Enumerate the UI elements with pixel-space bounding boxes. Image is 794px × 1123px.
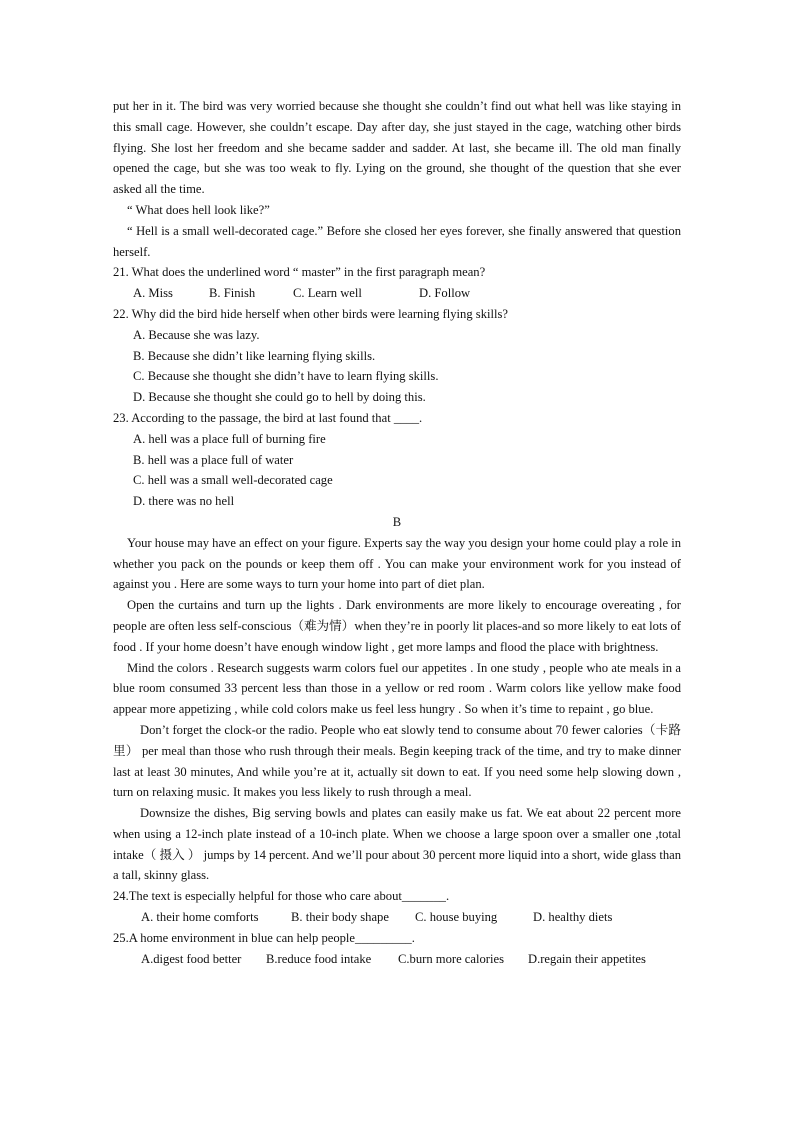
- passage-a-quote: “ Hell is a small well-decorated cage.” Before she closed her eyes forever, she finally answered that question herself.: [113, 223, 681, 259]
- question-stem: 22. Why did the bird hide herself when other birds were learning flying skills?: [113, 306, 508, 321]
- option-d[interactable]: D. Because she thought she could go to hell by doing this.: [133, 390, 426, 405]
- option-c[interactable]: C.burn more calories: [398, 951, 504, 966]
- question-stem: 25.A home environment in blue can help people_________.: [113, 930, 415, 945]
- options-row: [113, 283, 681, 304]
- option-d[interactable]: D.regain their appetites: [528, 951, 646, 966]
- passage-b-paragraph: Mind the colors . Research suggests warm colors fuel our appetites . In one study , people who ate meals in a blue room consumed 33 percent less than those in a yellow or red room . Warm colors like yellow make food appear more appetizing , while cold colors make us feel less hungry . So when it’s time to repaint , go blue.: [113, 660, 681, 717]
- option-c[interactable]: C. Learn well: [293, 286, 362, 301]
- option-a[interactable]: A.digest food better: [141, 951, 242, 966]
- passage-b-paragraph: Downsize the dishes, Big serving bowls and plates can easily make us fat. We eat about 22 percent more when using a 12-inch plate instead of a 10-inch plate. When we choose a large spoon over a smaller one ,total intake（ 摄入 ） jumps by 14 percent. And we’ll pour about 30 percent more liquid into a short, wide glass than a tall, skinny glass.: [113, 806, 682, 883]
- question-stem: 24.The text is especially helpful for those who care about_______.: [113, 889, 450, 904]
- option-b[interactable]: B. hell was a place full of water: [133, 452, 294, 467]
- question-23: [113, 408, 681, 512]
- option-b[interactable]: B.reduce food intake: [266, 951, 372, 966]
- passage-b-paragraph: Open the curtains and turn up the lights . Dark environments are more likely to encourage overeating , for people are often less self-conscious（难为情）when they’re in poorly lit places-and so more likely to eat lots of food . If your home doesn’t have enough window light , get more lamps and flood the place with brightness.: [113, 598, 681, 654]
- option-d[interactable]: D. there was no hell: [133, 494, 235, 509]
- option-b[interactable]: B. Because she didn’t like learning flying skills.: [133, 348, 376, 363]
- passage-a-quote: “ What does hell look like?”: [127, 202, 270, 217]
- page-content: [113, 96, 681, 969]
- option-a[interactable]: A. hell was a place full of burning fire: [133, 431, 326, 446]
- question-stem: 23. According to the passage, the bird at last found that ____.: [113, 410, 423, 425]
- question-24: [113, 886, 681, 928]
- option-c[interactable]: C. house buying: [415, 910, 498, 925]
- option-d[interactable]: D. Follow: [419, 286, 471, 301]
- option-d[interactable]: D. healthy diets: [533, 910, 613, 925]
- question-stem: 21. What does the underlined word “ master” in the first paragraph mean?: [113, 265, 486, 280]
- passage-b-paragraph: Don’t forget the clock-or the radio. People who eat slowly tend to consume about 70 fewer calories（卡路里） per meal than those who rush through their meals. Begin keeping track of the time, and try to make dinner last at least 30 minutes, And while you’re at it, actually sit down to eat. If you need some help slowing down , turn on relaxing music. It makes you less likely to rush through a meal.: [113, 722, 681, 800]
- option-c[interactable]: C. Because she thought she didn’t have to learn flying skills.: [133, 369, 439, 384]
- section-title: B: [392, 514, 402, 529]
- passage-b-paragraph: Your house may have an effect on your figure. Experts say the way you design your home could play a role in whether you pack on the pounds or keep them off . You can make your environment work for you instead of against you . Here are some ways to turn your home into part of diet plan.: [113, 535, 681, 592]
- passage-a-paragraph: put her in it. The bird was very worried because she thought she couldn’t find out what hell was like staying in this small cage. However, she couldn’t escape. Day after day, she just stayed in the cage, watching other birds flying. She lost her freedom and she became sadder and sadder. At last, she became ill. The old man finally opened the cage, but she was too weak to fly. Lying on the ground, she thought of the question that she ever asked all the time.: [113, 99, 681, 197]
- option-a[interactable]: A. Miss: [133, 286, 173, 301]
- question-22: [113, 304, 681, 408]
- options-row: [113, 949, 681, 970]
- option-b[interactable]: B. their body shape: [291, 910, 389, 925]
- option-b[interactable]: B. Finish: [209, 286, 256, 301]
- question-25: [113, 928, 681, 970]
- question-21: [113, 262, 681, 304]
- option-a[interactable]: A. Because she was lazy.: [133, 327, 260, 342]
- options-row: [113, 907, 681, 928]
- option-c[interactable]: C. hell was a small well-decorated cage: [133, 473, 333, 488]
- option-a[interactable]: A. their home comforts: [141, 910, 259, 925]
